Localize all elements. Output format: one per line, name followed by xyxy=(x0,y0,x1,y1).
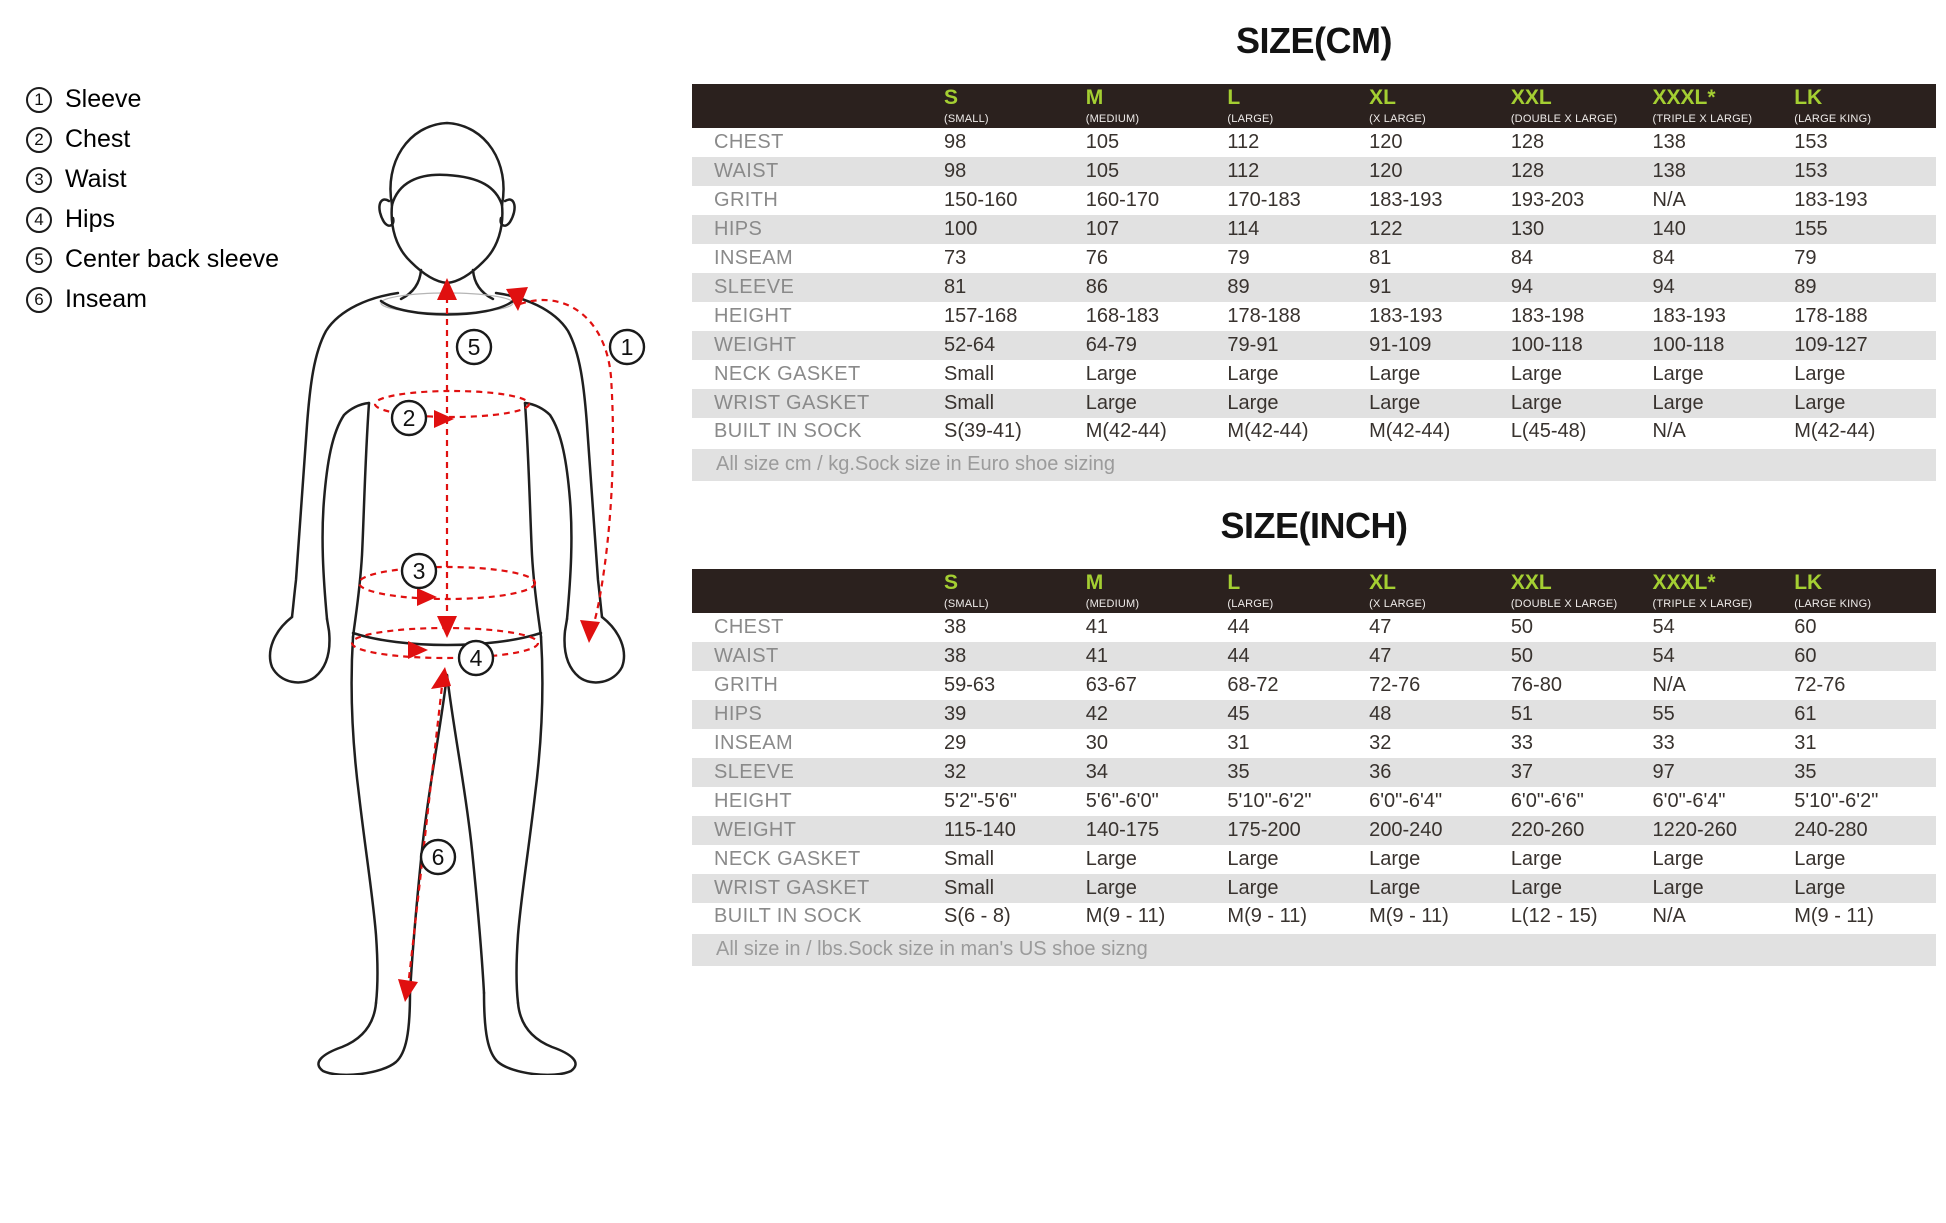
size-value-cell: 60 xyxy=(1794,645,1817,667)
legend-number-circle: 4 xyxy=(26,207,52,233)
table-row xyxy=(692,816,1936,845)
size-value-cell: 122 xyxy=(1369,218,1403,240)
size-value-cell: M(9 - 11) xyxy=(1794,905,1874,927)
size-value-cell: 35 xyxy=(1794,761,1817,783)
size-tables xyxy=(692,0,1936,966)
column-header-xxxl xyxy=(1653,84,1795,128)
size-value-cell: Small xyxy=(944,848,995,870)
column-header-m xyxy=(1086,84,1228,128)
size-value-cell: 5'10"-6'2" xyxy=(1227,790,1312,812)
size-description: (X LARGE) xyxy=(1369,597,1426,610)
legend-number-circle: 3 xyxy=(26,167,52,193)
row-label: HEIGHT xyxy=(714,790,792,812)
size-value-cell: 63-67 xyxy=(1085,674,1137,696)
table-row xyxy=(692,671,1936,700)
size-value-cell: 6'0"-6'4" xyxy=(1369,790,1443,812)
column-header-xxl xyxy=(1511,84,1653,128)
size-value-cell: Large xyxy=(1794,848,1846,870)
size-value-cell: Large xyxy=(1369,877,1421,899)
size-value-cell: 114 xyxy=(1227,218,1260,240)
table-row xyxy=(692,845,1936,874)
size-value-cell: 89 xyxy=(1227,276,1250,298)
size-value-cell: 100-118 xyxy=(1652,334,1725,356)
row-label: NECK GASKET xyxy=(714,848,861,870)
table-row xyxy=(692,903,1936,932)
size-value-cell: 76-80 xyxy=(1510,674,1562,696)
size-value-cell: 91-109 xyxy=(1369,334,1432,356)
left-foot xyxy=(318,993,410,1075)
size-value-cell: 100-118 xyxy=(1510,334,1583,356)
size-value-cell: 52-64 xyxy=(944,334,996,356)
arrow-down-icon xyxy=(398,979,418,1002)
size-value-cell: 220-260 xyxy=(1510,819,1585,841)
size-value-cell: 47 xyxy=(1369,616,1392,638)
size-value-cell: 31 xyxy=(1227,732,1250,754)
size-value-cell: 51 xyxy=(1510,703,1534,725)
size-value-cell: L(45-48) xyxy=(1510,420,1587,442)
left-outer-leg xyxy=(352,637,378,1003)
row-label: CHEST xyxy=(714,616,784,638)
row-label: HEIGHT xyxy=(714,305,792,327)
arrow-down-icon xyxy=(580,620,600,643)
size-value-cell: 183-193 xyxy=(1652,305,1726,327)
column-header-lk xyxy=(1794,569,1936,613)
row-label: BUILT IN SOCK xyxy=(714,905,862,927)
size-description: (LARGE KING) xyxy=(1794,597,1872,610)
size-value-cell: Large xyxy=(1652,848,1704,870)
size-value-cell: 33 xyxy=(1652,732,1675,754)
size-code: LK xyxy=(1794,86,1823,110)
size-value-cell: 6'0"-6'6" xyxy=(1510,790,1584,812)
size-value-cell: Large xyxy=(1369,363,1421,385)
row-label: HIPS xyxy=(714,218,763,240)
column-header-xxl xyxy=(1511,569,1653,613)
size-value-cell: 33 xyxy=(1510,732,1534,754)
torso-right-edge xyxy=(525,403,541,637)
size-value-cell: Large xyxy=(1227,877,1279,899)
hair-outline xyxy=(390,123,503,205)
size-value-cell: Large xyxy=(1652,363,1704,385)
size-value-cell: M(42-44) xyxy=(1369,420,1451,442)
table-row xyxy=(692,273,1936,302)
column-header-xxxl xyxy=(1653,569,1795,613)
size-code: L xyxy=(1227,86,1241,110)
row-label: SLEEVE xyxy=(714,276,795,298)
corner-cell xyxy=(692,84,944,128)
size-value-cell: 5'10"-6'2" xyxy=(1794,790,1879,812)
size-description: (SMALL) xyxy=(944,597,989,610)
table-row xyxy=(692,302,1936,331)
table-row xyxy=(692,244,1936,273)
column-header-xl xyxy=(1369,84,1511,128)
left-inner-leg xyxy=(410,675,447,993)
size-value-cell: 35 xyxy=(1227,761,1250,783)
row-label: HIPS xyxy=(714,703,763,725)
size-value-cell: 39 xyxy=(944,703,967,725)
size-value-cell: Large xyxy=(1510,392,1562,414)
size-code: M xyxy=(1085,571,1104,595)
right-inner-leg xyxy=(447,675,484,993)
inseam-measure-line xyxy=(408,677,443,987)
legend-label: Hips xyxy=(65,205,116,233)
table-row xyxy=(692,700,1936,729)
size-value-cell: N/A xyxy=(1652,905,1686,927)
size-value-cell: 6'0"-6'4" xyxy=(1652,790,1726,812)
size-value-cell: 32 xyxy=(1369,732,1392,754)
size-value-cell: 30 xyxy=(1085,732,1108,754)
size-value-cell: Large xyxy=(1369,848,1421,870)
size-code: XXL xyxy=(1510,86,1552,110)
size-value-cell: 44 xyxy=(1227,645,1250,667)
size-value-cell: 100 xyxy=(944,218,978,240)
size-value-cell: 47 xyxy=(1369,645,1392,667)
marker-3: 3 xyxy=(412,558,426,584)
arrow-up-icon xyxy=(431,667,451,689)
size-value-cell: 140-175 xyxy=(1085,819,1160,841)
size-code: XXL xyxy=(1510,571,1552,595)
right-outer-leg xyxy=(517,637,543,1003)
size-value-cell: Large xyxy=(1794,363,1846,385)
table-row xyxy=(692,729,1936,758)
size-table-inch-section xyxy=(692,481,1936,966)
table-row xyxy=(692,389,1936,418)
size-value-cell: 54 xyxy=(1652,616,1675,638)
size-cm-table xyxy=(692,84,1936,481)
size-value-cell: 107 xyxy=(1085,218,1120,240)
size-value-cell: 29 xyxy=(944,732,967,754)
size-value-cell: 32 xyxy=(944,761,967,783)
size-inch-table xyxy=(692,569,1936,966)
size-value-cell: 50 xyxy=(1510,645,1534,667)
column-header-xl xyxy=(1369,569,1511,613)
hairline xyxy=(392,175,502,205)
body-measurement-diagram xyxy=(212,85,662,1075)
row-label: WEIGHT xyxy=(714,334,797,356)
marker-1: 1 xyxy=(620,334,634,360)
size-value-cell: 31 xyxy=(1794,732,1817,754)
size-value-cell: 183-193 xyxy=(1369,305,1443,327)
table-row xyxy=(692,758,1936,787)
size-value-cell: 175-200 xyxy=(1227,819,1301,841)
size-description: (LARGE) xyxy=(1227,112,1274,125)
marker-4: 4 xyxy=(469,645,483,671)
size-value-cell: 81 xyxy=(944,276,967,298)
size-value-cell: 1220-260 xyxy=(1652,819,1738,841)
marker-6: 6 xyxy=(431,844,445,870)
size-value-cell: Large xyxy=(1085,877,1137,899)
table-row xyxy=(692,157,1936,186)
size-value-cell: 79 xyxy=(1794,247,1817,269)
size-code: L xyxy=(1227,571,1241,595)
size-value-cell: 50 xyxy=(1510,616,1534,638)
size-value-cell: 79-91 xyxy=(1227,334,1279,356)
size-value-cell: 168-183 xyxy=(1085,305,1160,327)
measure-arrowheads xyxy=(398,278,600,1002)
size-value-cell: 64-79 xyxy=(1085,334,1137,356)
size-value-cell: 54 xyxy=(1652,645,1675,667)
size-table-cm-section xyxy=(692,0,1936,481)
right-shoulder-arm xyxy=(496,293,602,617)
size-value-cell: 72-76 xyxy=(1794,674,1846,696)
size-inch-title: SIZE(INCH) xyxy=(1220,505,1408,546)
size-value-cell: 183-198 xyxy=(1510,305,1585,327)
size-code: XXXL* xyxy=(1652,86,1716,110)
row-label: NECK GASKET xyxy=(714,363,861,385)
size-value-cell: 79 xyxy=(1227,247,1250,269)
size-value-cell: 72-76 xyxy=(1369,674,1421,696)
table-row xyxy=(692,360,1936,389)
size-value-cell: M(42-44) xyxy=(1085,420,1167,442)
size-value-cell: 153 xyxy=(1794,160,1828,182)
size-value-cell: Large xyxy=(1227,392,1279,414)
table-row xyxy=(692,787,1936,816)
size-value-cell: 112 xyxy=(1227,160,1260,182)
size-value-cell: 140 xyxy=(1652,218,1686,240)
size-value-cell: M(9 - 11) xyxy=(1369,905,1449,927)
size-value-cell: 120 xyxy=(1369,160,1403,182)
row-label: WAIST xyxy=(714,160,779,182)
size-value-cell: 98 xyxy=(944,160,967,182)
size-value-cell: 97 xyxy=(1652,761,1675,783)
size-value-cell: 160-170 xyxy=(1085,189,1160,211)
size-value-cell: N/A xyxy=(1652,420,1686,442)
size-value-cell: M(42-44) xyxy=(1227,420,1309,442)
table-row xyxy=(692,874,1936,903)
size-value-cell: 153 xyxy=(1794,131,1828,153)
size-value-cell: 98 xyxy=(944,131,967,153)
row-label: GRITH xyxy=(714,189,779,211)
size-value-cell: 109-127 xyxy=(1794,334,1868,356)
size-value-cell: Small xyxy=(944,877,995,899)
size-value-cell: 55 xyxy=(1652,703,1675,725)
size-code: M xyxy=(1085,86,1104,110)
size-value-cell: Large xyxy=(1794,392,1846,414)
legend-label: Chest xyxy=(65,125,131,153)
size-value-cell: 38 xyxy=(944,645,967,667)
size-value-cell: 5'2"-5'6" xyxy=(944,790,1017,812)
size-value-cell: Large xyxy=(1510,363,1562,385)
size-value-cell: 193-203 xyxy=(1510,189,1585,211)
row-label: CHEST xyxy=(714,131,784,153)
size-value-cell: 37 xyxy=(1510,761,1534,783)
size-value-cell: 120 xyxy=(1369,131,1403,153)
row-label: SLEEVE xyxy=(714,761,795,783)
size-value-cell: Large xyxy=(1794,877,1846,899)
size-value-cell: 86 xyxy=(1085,276,1108,298)
size-code: XXXL* xyxy=(1652,571,1716,595)
size-value-cell: 112 xyxy=(1227,131,1260,153)
left-hand xyxy=(270,617,329,682)
row-label: WRIST GASKET xyxy=(714,392,870,414)
column-header-s xyxy=(944,569,1086,613)
row-label: WEIGHT xyxy=(714,819,797,841)
size-value-cell: 34 xyxy=(1085,761,1108,783)
size-description: (MEDIUM) xyxy=(1085,112,1140,125)
size-cm-title: SIZE(CM) xyxy=(1236,20,1392,61)
legend-number-circle: 6 xyxy=(26,287,52,313)
size-value-cell: N/A xyxy=(1652,674,1686,696)
size-value-cell: M(9 - 11) xyxy=(1085,905,1166,927)
size-value-cell: Small xyxy=(944,392,995,414)
size-value-cell: 128 xyxy=(1510,160,1545,182)
size-value-cell: 200-240 xyxy=(1369,819,1443,841)
size-value-cell: 48 xyxy=(1369,703,1392,725)
size-value-cell: 138 xyxy=(1652,160,1686,182)
size-description: (MEDIUM) xyxy=(1085,597,1140,610)
size-value-cell: 44 xyxy=(1227,616,1250,638)
row-label: INSEAM xyxy=(714,247,794,269)
size-code: S xyxy=(944,571,959,595)
size-value-cell: 84 xyxy=(1652,247,1675,269)
size-description: (X LARGE) xyxy=(1369,112,1426,125)
size-value-cell: 68-72 xyxy=(1227,674,1279,696)
torso-left-edge xyxy=(353,403,369,637)
size-value-cell: M(9 - 11) xyxy=(1227,905,1308,927)
size-value-cell: 38 xyxy=(944,616,967,638)
size-value-cell: 89 xyxy=(1794,276,1817,298)
size-value-cell: S(39-41) xyxy=(944,420,1022,442)
size-value-cell: 128 xyxy=(1510,131,1545,153)
table-row xyxy=(692,331,1936,360)
size-code: XL xyxy=(1369,571,1396,595)
marker-5: 5 xyxy=(467,334,481,360)
size-value-cell: Large xyxy=(1369,392,1421,414)
size-description: (LARGE KING) xyxy=(1794,112,1872,125)
size-value-cell: Large xyxy=(1227,848,1279,870)
size-code: LK xyxy=(1794,571,1823,595)
legend-label: Waist xyxy=(65,165,127,193)
row-label: WRIST GASKET xyxy=(714,877,870,899)
column-header-lk xyxy=(1794,84,1936,128)
column-header-m xyxy=(1086,569,1228,613)
size-description: (TRIPLE X LARGE) xyxy=(1652,597,1753,610)
size-value-cell: 41 xyxy=(1085,616,1108,638)
size-value-cell: 61 xyxy=(1794,703,1817,725)
right-foot xyxy=(484,993,576,1075)
column-header-s xyxy=(944,84,1086,128)
legend-label: Inseam xyxy=(65,285,147,313)
corner-cell xyxy=(692,569,944,613)
table-row xyxy=(692,215,1936,244)
arrow-right-icon xyxy=(417,588,437,606)
size-value-cell: S(6 - 8) xyxy=(944,905,1011,927)
table-row xyxy=(692,613,1936,642)
size-value-cell: 91 xyxy=(1369,276,1392,298)
legend-number-circle: 1 xyxy=(26,87,52,113)
size-value-cell: 240-280 xyxy=(1794,819,1868,841)
size-value-cell: Large xyxy=(1227,363,1279,385)
size-value-cell: 41 xyxy=(1085,645,1108,667)
size-value-cell: 183-193 xyxy=(1794,189,1868,211)
size-value-cell: 155 xyxy=(1794,218,1828,240)
row-label: WAIST xyxy=(714,645,779,667)
size-description: (DOUBLE X LARGE) xyxy=(1510,112,1618,125)
column-header-l xyxy=(1227,569,1369,613)
size-value-cell: 84 xyxy=(1510,247,1534,269)
size-description: (TRIPLE X LARGE) xyxy=(1652,112,1753,125)
size-value-cell: 150-160 xyxy=(944,189,1018,211)
table-footnote: All size cm / kg.Sock size in Euro shoe sizing xyxy=(692,447,1936,481)
size-value-cell: 59-63 xyxy=(944,674,996,696)
size-value-cell: 60 xyxy=(1794,616,1817,638)
size-value-cell: Large xyxy=(1085,363,1137,385)
size-value-cell: Large xyxy=(1510,877,1562,899)
marker-2: 2 xyxy=(402,405,416,431)
table-row xyxy=(692,418,1936,447)
table-row xyxy=(692,642,1936,671)
row-label: INSEAM xyxy=(714,732,794,754)
size-value-cell: Large xyxy=(1652,877,1704,899)
size-value-cell: 170-183 xyxy=(1227,189,1301,211)
legend-label: Sleeve xyxy=(65,85,142,113)
column-header-l xyxy=(1227,84,1369,128)
table-footnote: All size in / lbs.Sock size in man's US shoe sizng xyxy=(692,932,1936,966)
size-value-cell: 42 xyxy=(1085,703,1108,725)
size-value-cell: 130 xyxy=(1510,218,1545,240)
size-value-cell: Large xyxy=(1652,392,1704,414)
size-value-cell: N/A xyxy=(1652,189,1686,211)
size-description: (SMALL) xyxy=(944,112,989,125)
size-description: (DOUBLE X LARGE) xyxy=(1510,597,1618,610)
size-code: S xyxy=(944,86,959,110)
size-value-cell: 105 xyxy=(1085,131,1120,153)
size-value-cell: L(12 - 15) xyxy=(1510,905,1598,927)
size-value-cell: 94 xyxy=(1652,276,1675,298)
measurement-annotations xyxy=(352,278,613,1002)
size-value-cell: M(42-44) xyxy=(1794,420,1876,442)
row-label: GRITH xyxy=(714,674,779,696)
row-label: BUILT IN SOCK xyxy=(714,420,862,442)
size-value-cell: 45 xyxy=(1227,703,1250,725)
size-value-cell: Large xyxy=(1510,848,1562,870)
legend-number-circle: 2 xyxy=(26,127,52,153)
size-value-cell: 36 xyxy=(1369,761,1392,783)
table-row xyxy=(692,128,1936,157)
legend-label: Center back sleeve xyxy=(65,245,280,273)
size-value-cell: 76 xyxy=(1085,247,1108,269)
table-row xyxy=(692,186,1936,215)
size-value-cell: 178-188 xyxy=(1227,305,1301,327)
arrow-right-icon xyxy=(434,410,454,428)
size-value-cell: 115-140 xyxy=(944,819,1016,841)
size-value-cell: 157-168 xyxy=(944,305,1018,327)
size-value-cell: 81 xyxy=(1369,247,1392,269)
size-value-cell: Large xyxy=(1085,848,1137,870)
size-description: (LARGE) xyxy=(1227,597,1274,610)
size-value-cell: 73 xyxy=(944,247,967,269)
size-code: XL xyxy=(1369,86,1396,110)
left-shoulder-arm xyxy=(292,293,398,617)
face-outline xyxy=(392,205,503,283)
size-value-cell: 94 xyxy=(1510,276,1534,298)
legend-number-circle: 5 xyxy=(26,247,52,273)
size-value-cell: Small xyxy=(944,363,995,385)
size-value-cell: 5'6"-6'0" xyxy=(1085,790,1159,812)
size-value-cell: 138 xyxy=(1652,131,1686,153)
size-value-cell: 178-188 xyxy=(1794,305,1868,327)
size-value-cell: Large xyxy=(1085,392,1137,414)
size-value-cell: 105 xyxy=(1085,160,1120,182)
size-value-cell: 183-193 xyxy=(1369,189,1443,211)
